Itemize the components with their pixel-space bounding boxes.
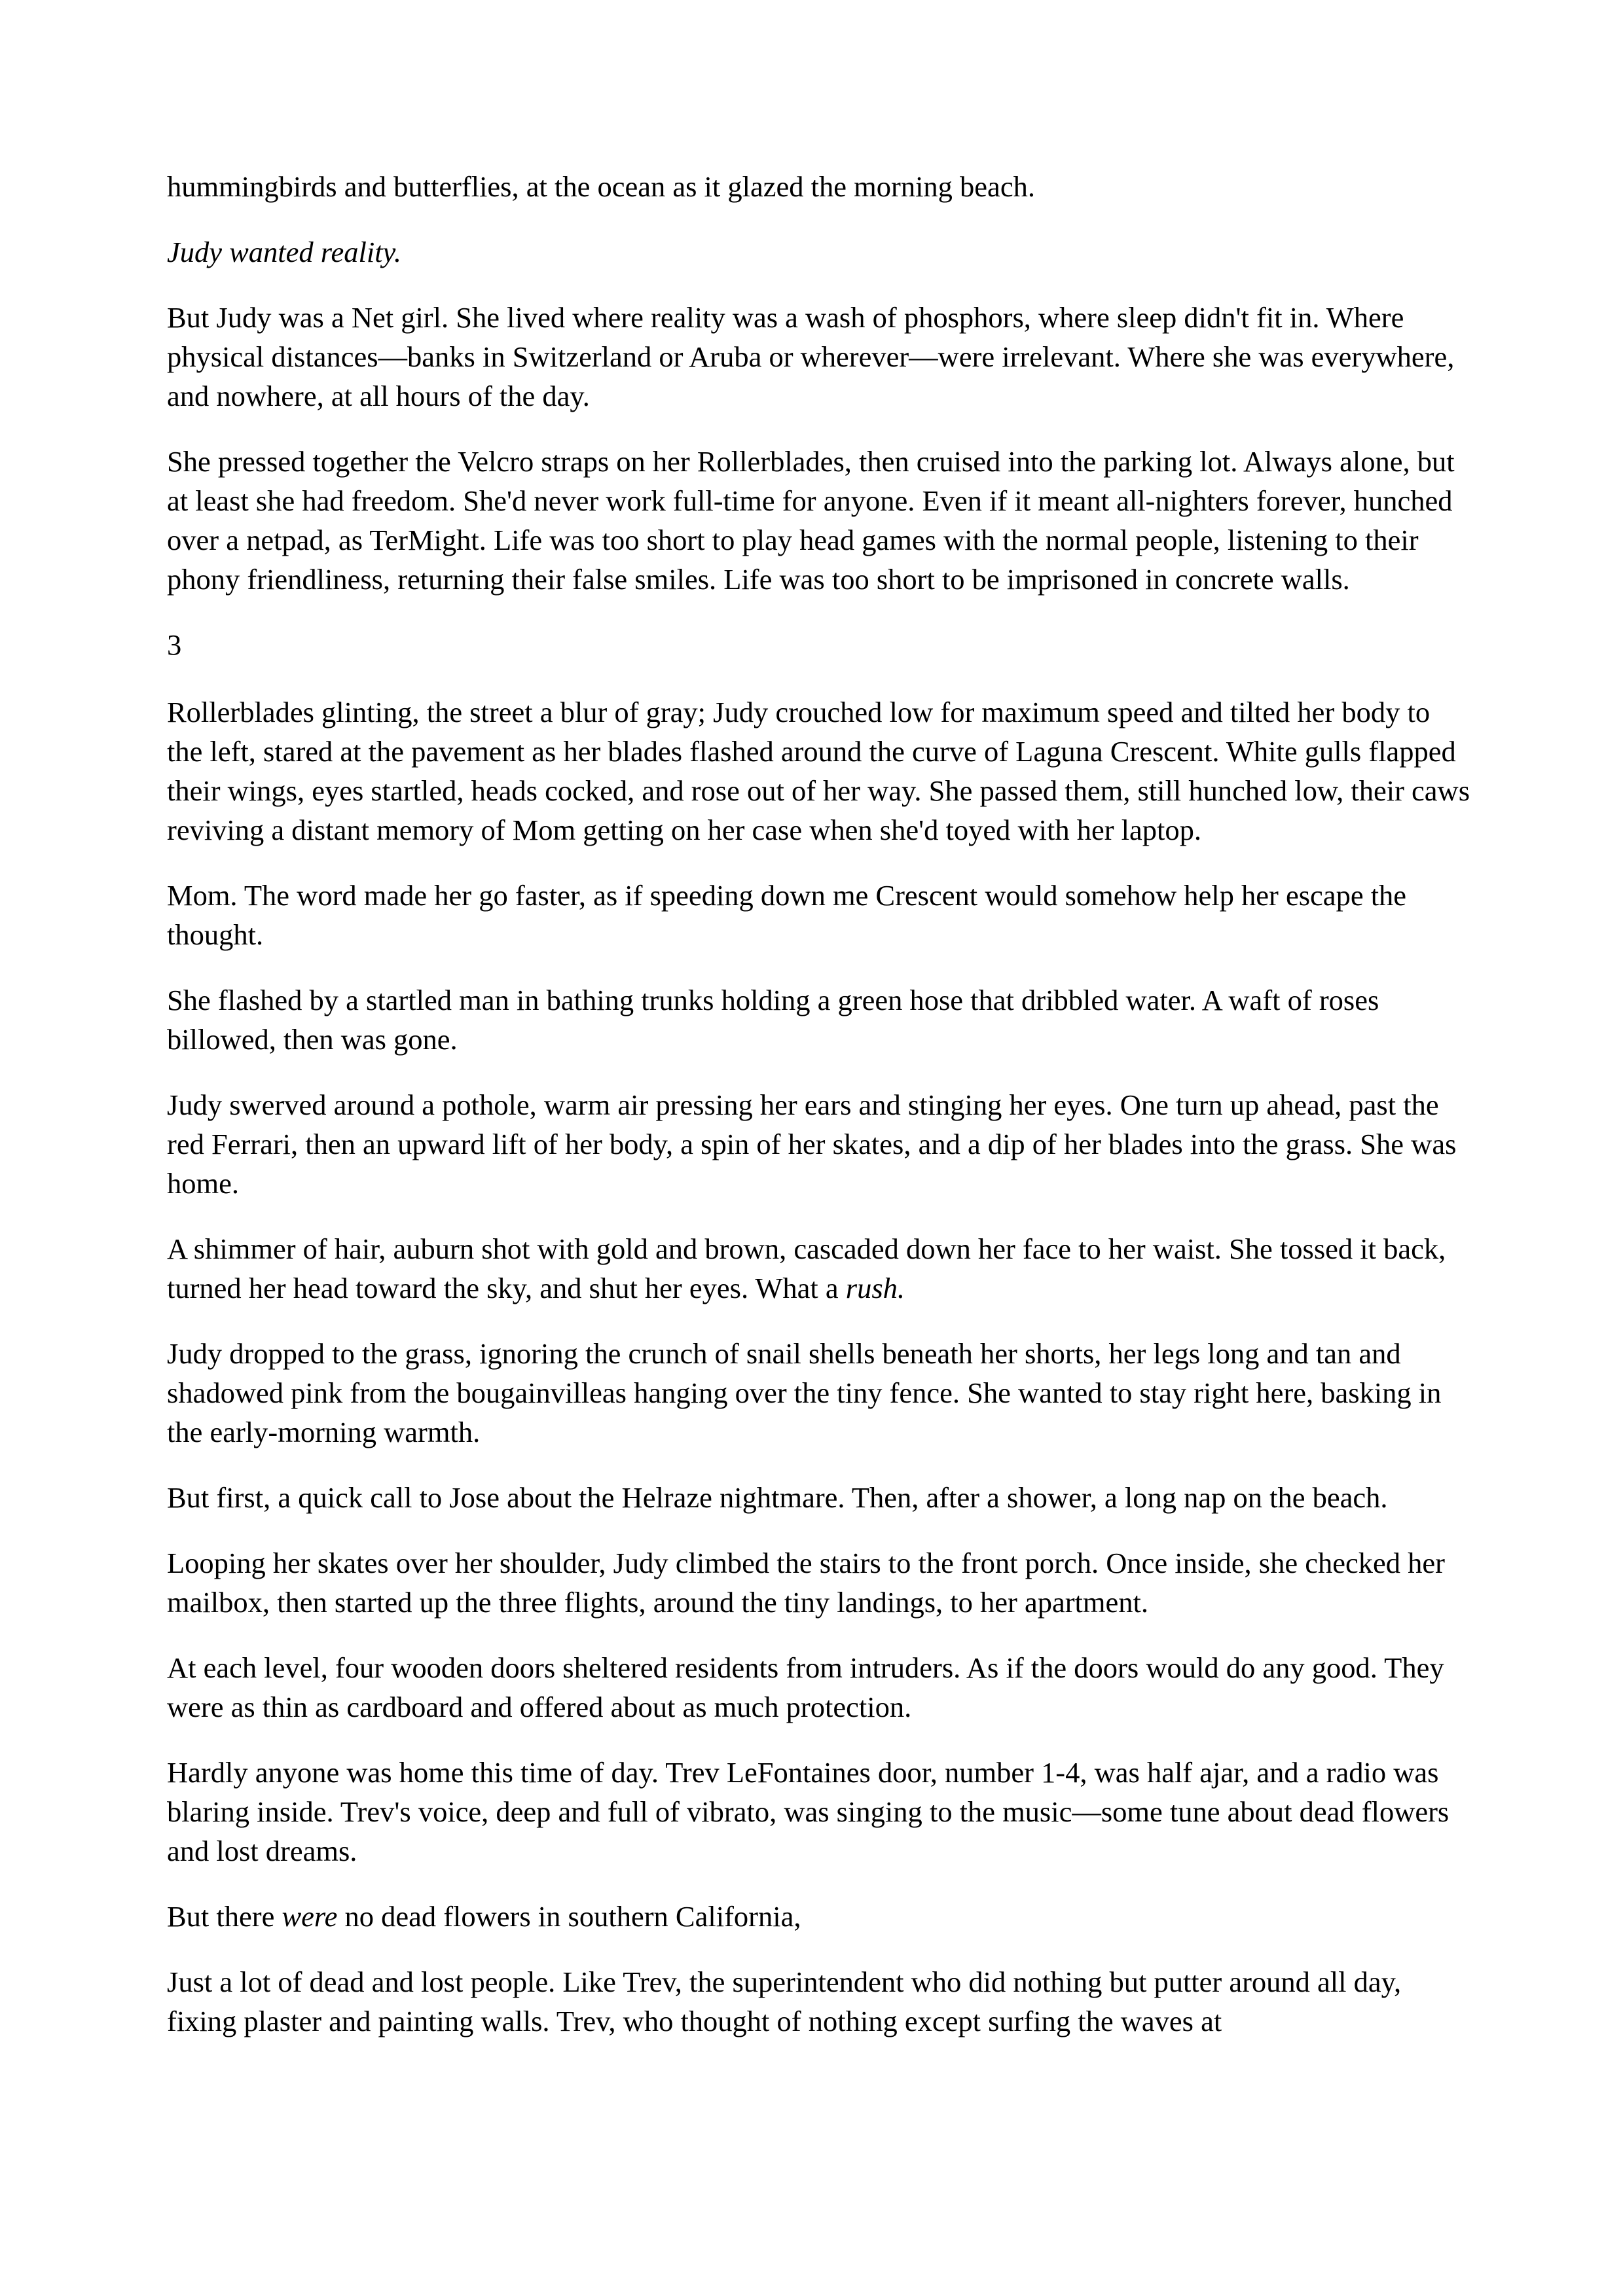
paragraph: At each level, four wooden doors sheltered residents from intruders. As if the doors would do any good. They were as thin as cardboard and offered about as much protection. <box>167 1651 1444 1723</box>
text-span: A shimmer of hair, auburn shot with gold and brown, cascaded down her face to her waist. She tossed it back, turned her head toward the sky, and shut her eyes. What a <box>167 1232 1446 1304</box>
italic-text: rush. <box>845 1272 905 1304</box>
paragraph: She pressed together the Velcro straps on her Rollerblades, then cruised into the parking lot. Always alone, but at least she had freedom. She'd never work full-time for anyone. Even if it meant all-nighters forever, hunched over a netpad, as TerMight. Life was too short to play head games with the normal people, listening to their phony friendliness, returning their false smiles. Life was too short to be imprisoned in concrete walls. <box>167 445 1455 596</box>
paragraph: Rollerblades glinting, the street a blur of gray; Judy crouched low for maximum speed and tilted her body to the left, stared at the pavement as her blades flashed around the curve of Laguna Crescent. White gulls flapped their wings, eyes startled, heads cocked, and rose out of her way. She passed them, still hunched low, their caws reviving a distant memory of Mom getting on her case when she'd toyed with her laptop. <box>167 696 1470 846</box>
paragraph <box>167 1229 1470 1308</box>
paragraph: Mom. The word made her go faster, as if speeding down me Crescent would somehow help her escape the thought. <box>167 879 1407 951</box>
paragraph: Judy swerved around a pothole, warm air pressing her ears and stinging her eyes. One turn up ahead, past the red Ferrari, then an upward lift of her body, a spin of her skates, and a dip of her blades into the grass. She was home. <box>167 1088 1457 1200</box>
text-span: no dead flowers in southern California, <box>337 1900 801 1933</box>
italic-text: Judy wanted reality. <box>167 236 401 268</box>
paragraph-italic <box>167 232 1470 272</box>
paragraph: Hardly anyone was home this time of day. Trev LeFontaines door, number 1-4, was half ajar, and a radio was blaring inside. Trev's voice, deep and full of vibrato, was singing to the music—some tune about dead flowers and lost dreams. <box>167 1756 1450 1867</box>
paragraph: But first, a quick call to Jose about the Helraze nightmare. Then, after a shower, a long nap on the beach. <box>167 1481 1388 1514</box>
paragraph: Just a lot of dead and lost people. Like Trev, the superintendent who did nothing but putter around all day, fixing plaster and painting walls. Trev, who thought of nothing except surfing the waves at <box>167 1965 1402 2037</box>
paragraph: hummingbirds and butterflies, at the ocean as it glazed the morning beach. <box>167 170 1035 203</box>
chapter-number: 3 <box>167 628 182 661</box>
italic-text: were <box>282 1900 338 1933</box>
paragraph <box>167 1897 1470 1936</box>
paragraph: Looping her skates over her shoulder, Judy climbed the stairs to the front porch. Once inside, she checked her mailbox, then started up the three flights, around the tiny landings, to her apartment. <box>167 1547 1445 1619</box>
paragraph: Judy dropped to the grass, ignoring the crunch of snail shells beneath her shorts, her legs long and tan and shadowed pink from the bougainvilleas hanging over the tiny fence. She wanted to stay right here, basking in the early-morning warmth. <box>167 1337 1442 1448</box>
paragraph: But Judy was a Net girl. She lived where reality was a wash of phosphors, where sleep didn't fit in. Where physical distances—banks in Switzerland or Aruba or wherever—were irrelevant. Where she was everywhere, and nowhere, at all hours of the day. <box>167 301 1455 412</box>
text-span: But there <box>167 1900 282 1933</box>
page-body <box>167 167 1470 2067</box>
paragraph: She flashed by a startled man in bathing trunks holding a green hose that dribbled water. A waft of roses billowed, then was gone. <box>167 984 1379 1056</box>
